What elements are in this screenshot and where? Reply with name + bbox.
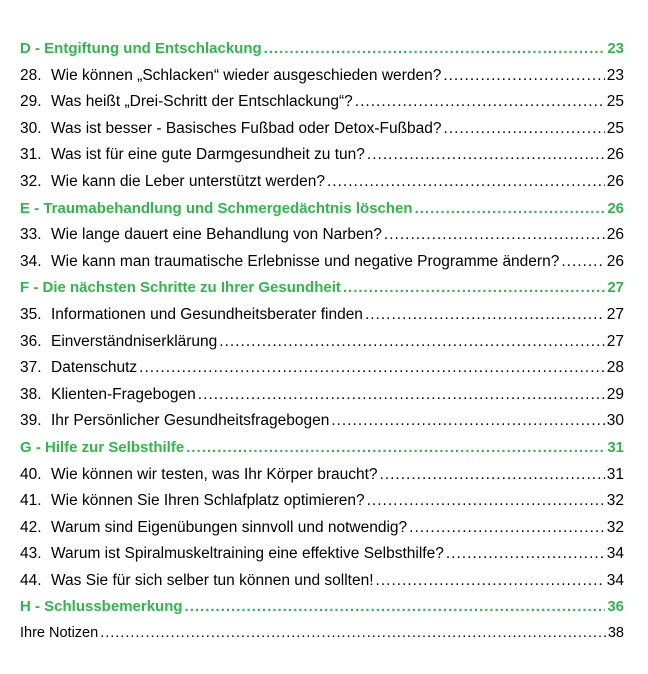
toc-page-number: 31 — [607, 438, 624, 456]
toc-page-number: 26 — [606, 172, 624, 190]
toc-entry-39[interactable] — [20, 412, 624, 439]
toc-page-number: 27 — [607, 279, 624, 297]
toc-leader-dots — [384, 226, 605, 244]
toc-leader-dots — [376, 572, 605, 590]
toc-page-number: 23 — [606, 66, 624, 84]
toc-entry-number: 38. — [20, 385, 42, 403]
toc-leader-dots — [139, 359, 605, 377]
toc-entry-33[interactable] — [20, 226, 624, 253]
toc-page-number: 23 — [607, 40, 624, 57]
toc-page-number: 34 — [606, 571, 624, 589]
toc-entry-title: Was heißt „Drei-Schritt der Entschlackung“? — [51, 93, 353, 111]
toc-page-number: 27 — [606, 305, 624, 323]
toc-page-number: 26 — [606, 226, 624, 244]
toc-entry-number: 35. — [20, 305, 42, 323]
toc-section-title: E - Traumabehandlung und Schmergedächtnis löschen — [20, 199, 413, 217]
toc-entry-title: Wie kann die Leber unterstützt werden? — [51, 172, 325, 190]
toc-leader-dots — [327, 173, 605, 191]
toc-page-number: 26 — [606, 146, 624, 164]
toc-leader-dots — [219, 333, 604, 351]
toc-entry-number: 29. — [20, 93, 42, 111]
toc-entry-number: 28. — [20, 66, 42, 84]
toc-entry-title: Was ist für eine gute Darmgesundheit zu tun? — [51, 146, 365, 164]
toc-leader-dots — [446, 545, 605, 563]
toc-leader-dots — [365, 306, 605, 324]
toc-page-number: 30 — [606, 412, 624, 430]
toc-entry-28[interactable] — [20, 67, 624, 94]
table-of-contents — [20, 40, 624, 652]
toc-entry-title: Ihr Persönlicher Gesundheitsfragebogen — [51, 412, 330, 430]
toc-entry-title: Was Sie für sich selber tun können und sollten! — [51, 571, 374, 589]
toc-entry-title: Wie kann man traumatische Erlebnisse und negative Programme ändern? — [51, 252, 560, 270]
toc-entry-title: Wie können Sie Ihren Schlafplatz optimieren? — [51, 492, 365, 510]
toc-entry-number: 32. — [20, 172, 42, 190]
toc-entry-title: Ihre Notizen — [20, 625, 99, 642]
toc-entry-number: 36. — [20, 332, 42, 350]
toc-entry-32[interactable] — [20, 173, 624, 200]
toc-entry-number: 34. — [20, 252, 42, 270]
toc-entry-42[interactable] — [20, 519, 624, 546]
toc-entry-title: Warum sind Eigenübungen sinnvoll und notwendig? — [51, 518, 408, 536]
toc-entry-number: 44. — [20, 571, 42, 589]
toc-entry-title: Was ist besser - Basisches Fußbad oder Detox-Fußbad? — [51, 119, 442, 137]
toc-section-d[interactable] — [20, 40, 624, 67]
toc-entry-number: 39. — [20, 412, 42, 430]
toc-leader-dots — [185, 598, 606, 615]
toc-page-number: 29 — [606, 385, 624, 403]
toc-leader-dots — [409, 519, 605, 537]
toc-page-number: 32 — [606, 518, 624, 536]
toc-entry-number: 31. — [20, 146, 42, 164]
toc-entry-44[interactable] — [20, 572, 624, 599]
toc-page-number: 38 — [607, 625, 624, 642]
toc-entry-title: Datenschutz — [51, 359, 138, 377]
toc-page-number: 32 — [606, 492, 624, 510]
toc-entry-title: Klienten-Fragebogen — [51, 385, 196, 403]
toc-page-number: 31 — [606, 465, 624, 483]
toc-page-number: 28 — [606, 359, 624, 377]
toc-entry-30[interactable] — [20, 120, 624, 147]
toc-leader-dots — [186, 439, 605, 456]
toc-page-number: 25 — [606, 93, 624, 111]
toc-leader-dots — [415, 200, 606, 217]
toc-entry-43[interactable] — [20, 545, 624, 572]
toc-leader-dots — [443, 67, 604, 85]
toc-entry-title: Wie lange dauert eine Behandlung von Narben? — [51, 226, 382, 244]
toc-section-title: F - Die nächsten Schritte zu Ihrer Gesundheit — [20, 279, 341, 297]
toc-leader-dots — [331, 412, 604, 430]
toc-entry-title: Wie können „Schlacken“ wieder ausgeschieden werden? — [51, 66, 442, 84]
toc-section-g[interactable] — [20, 439, 624, 466]
toc-section-e[interactable] — [20, 200, 624, 227]
toc-entry-31[interactable] — [20, 146, 624, 173]
toc-entry-number: 33. — [20, 226, 42, 244]
toc-entry-number: 42. — [20, 518, 42, 536]
toc-entry-title: Warum ist Spiralmuskeltraining eine effektive Selbsthilfe? — [51, 545, 444, 563]
toc-entry-29[interactable] — [20, 93, 624, 120]
toc-page-number: 27 — [606, 332, 624, 350]
toc-page-number: 25 — [606, 119, 624, 137]
toc-leader-dots — [380, 466, 605, 484]
toc-section-title: D - Entgiftung und Entschlackung — [20, 40, 262, 57]
toc-leader-dots — [100, 625, 606, 641]
toc-section-h[interactable] — [20, 598, 624, 625]
toc-leader-dots — [367, 492, 605, 510]
toc-entry-35[interactable] — [20, 306, 624, 333]
toc-section-f[interactable] — [20, 279, 624, 306]
toc-leader-dots — [264, 40, 606, 57]
toc-section-title: G - Hilfe zur Selbsthilfe — [20, 438, 185, 456]
toc-entry-title: Wie können wir testen, was Ihr Körper braucht? — [51, 465, 378, 483]
toc-entry-title: Informationen und Gesundheitsberater finden — [51, 305, 363, 323]
toc-page-number: 26 — [607, 199, 624, 217]
toc-leader-dots — [355, 93, 605, 111]
toc-entry-number: 30. — [20, 119, 42, 137]
toc-leader-dots — [343, 279, 605, 296]
toc-leader-dots — [367, 146, 605, 164]
toc-entry-41[interactable] — [20, 492, 624, 519]
toc-entry-40[interactable] — [20, 466, 624, 493]
toc-entry-notes[interactable] — [20, 625, 624, 652]
toc-entry-title: Einverständniserklärung — [51, 332, 218, 350]
toc-entry-number: 43. — [20, 545, 42, 563]
toc-leader-dots — [444, 120, 605, 138]
toc-leader-dots — [561, 253, 604, 271]
toc-entry-36[interactable] — [20, 333, 624, 360]
toc-section-title: H - Schlussbemerkung — [20, 598, 183, 616]
toc-entry-37[interactable] — [20, 359, 624, 386]
toc-entry-38[interactable] — [20, 386, 624, 413]
toc-entry-number: 40. — [20, 465, 42, 483]
toc-entry-number: 41. — [20, 492, 42, 510]
toc-leader-dots — [198, 386, 605, 404]
toc-page-number: 26 — [606, 252, 624, 270]
toc-entry-34[interactable] — [20, 253, 624, 280]
toc-page-number: 34 — [606, 545, 624, 563]
toc-entry-number: 37. — [20, 359, 42, 377]
toc-page-number: 36 — [607, 598, 624, 616]
